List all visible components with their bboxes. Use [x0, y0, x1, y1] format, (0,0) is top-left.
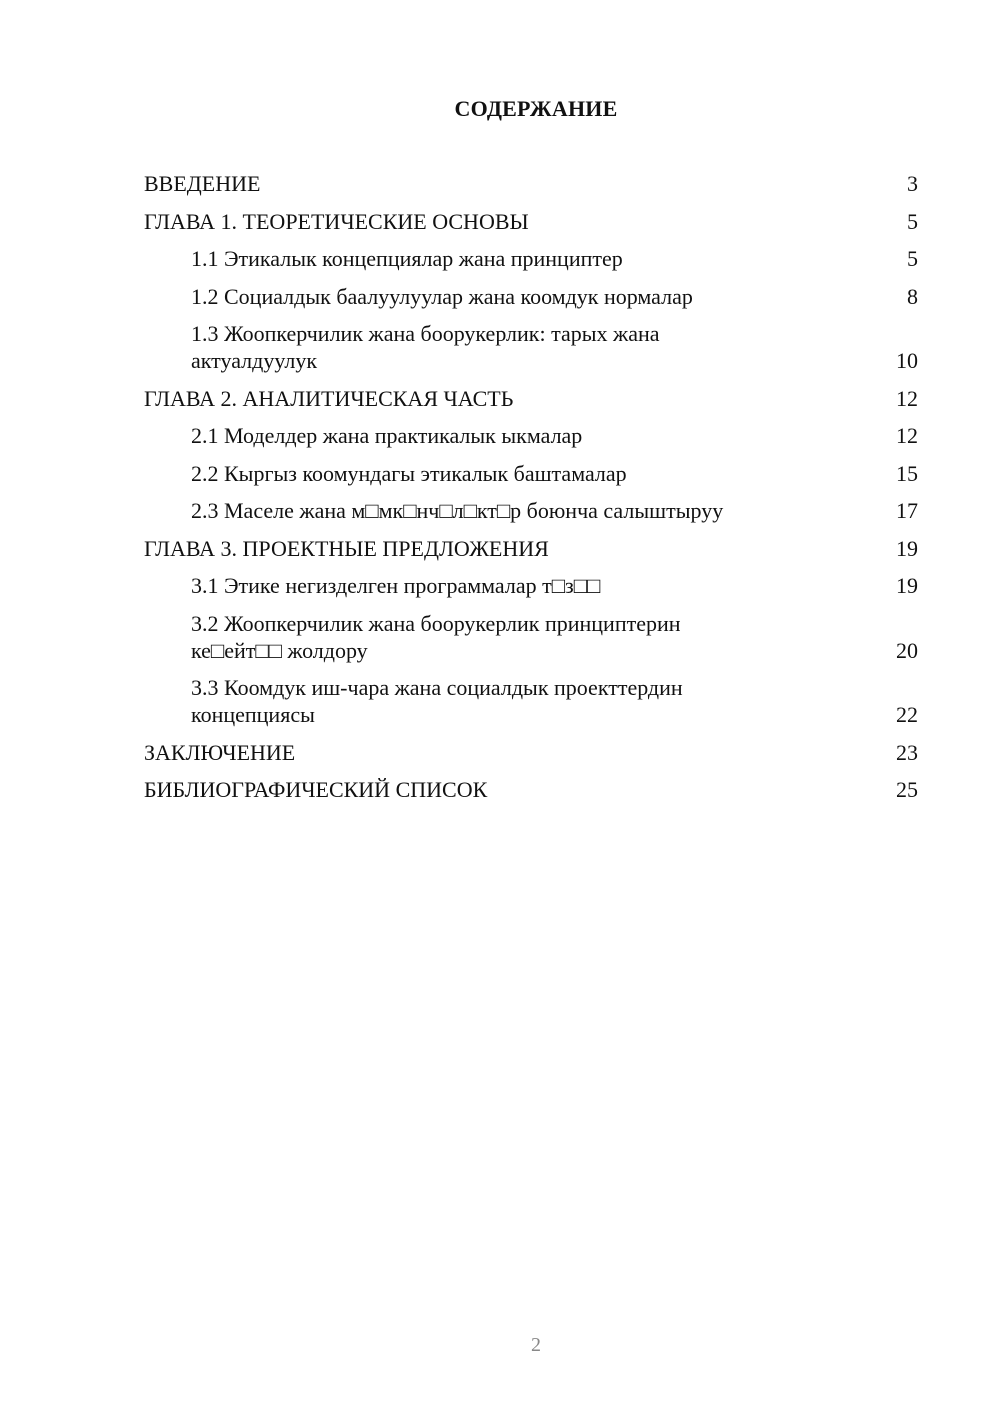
toc-entry-1-2 [144, 283, 918, 310]
toc-entry-page: 20 [896, 637, 918, 663]
toc-entry-2-2 [144, 460, 918, 487]
toc-entry-label: 2.3 Маселе жана м□мк□нч□л□кт□р боюнча салыштыруу [191, 498, 724, 523]
toc-entry-label: 3.3 Коомдук иш-чара жана социалдык проекттердин концепциясы [191, 675, 683, 727]
toc-entry-chapter-1 [144, 208, 918, 235]
toc-entry-page: 12 [896, 385, 918, 411]
toc-entry-label: 1.2 Социалдык баалуулуулар жана коомдук нормалар [191, 283, 693, 309]
toc-entry-label: ГЛАВА 3. ПРОЕКТНЫЕ ПРЕДЛОЖЕНИЯ [144, 535, 549, 561]
toc-title: СОДЕРЖАНИЕ [454, 96, 618, 121]
toc-entry-label: БИБЛИОГРАФИЧЕСКИЙ СПИСОК [144, 777, 488, 802]
toc-entry-label: 1.3 Жоопкерчилик жана боорукерлик: тарых жана актуалдуулук [191, 321, 660, 373]
toc-entry-page: 17 [896, 498, 918, 523]
toc-entry-page: 5 [907, 246, 918, 271]
toc-entry-chapter-3 [144, 535, 918, 562]
toc-entry-1-3 [144, 320, 918, 374]
toc-entry-label: 2.2 Кыргыз коомундагы этикалык баштамалар [191, 460, 627, 486]
toc-entry-page: 5 [907, 208, 918, 234]
toc-entry-3-1 [144, 572, 918, 599]
toc-entry-conclusion [144, 739, 918, 766]
toc-entry-label: 1.1 Этикалык концепциялар жана принциптер [191, 246, 623, 271]
toc-entry-label: 3.1 Этике негизделген программалар т□з□□ [191, 573, 601, 598]
toc-entry-page: 25 [896, 777, 918, 802]
toc-entry-label: ВВЕДЕНИЕ [144, 171, 261, 196]
toc-entry-page: 19 [896, 573, 918, 598]
table-of-contents [144, 170, 918, 814]
toc-entry-label: ЗАКЛЮЧЕНИЕ [144, 739, 296, 765]
page-number: 2 [531, 1334, 541, 1356]
toc-entry-page: 23 [896, 739, 918, 765]
toc-entry-2-3 [144, 497, 918, 524]
toc-entry-page: 22 [896, 702, 918, 727]
toc-entry-label: 2.1 Моделдер жана практикалык ыкмалар [191, 423, 583, 448]
toc-entry-page: 10 [896, 348, 918, 373]
toc-entry-page: 12 [896, 423, 918, 448]
toc-entry-page: 15 [896, 460, 918, 486]
toc-entry-page: 19 [896, 535, 918, 561]
toc-entry-label: 3.2 Жоопкерчилик жана боорукерлик принциптерин ке□ейт□□ жолдору [191, 610, 681, 663]
toc-entry-page: 8 [907, 283, 918, 309]
toc-entry-introduction [144, 170, 918, 197]
toc-entry-bibliography [144, 776, 918, 803]
toc-entry-3-2 [144, 610, 918, 664]
toc-entry-2-1 [144, 422, 918, 449]
toc-entry-1-1 [144, 245, 918, 272]
toc-entry-chapter-2 [144, 385, 918, 412]
toc-entry-label: ГЛАВА 1. ТЕОРЕТИЧЕСКИЕ ОСНОВЫ [144, 208, 529, 234]
toc-entry-page: 3 [907, 171, 918, 196]
toc-entry-label: ГЛАВА 2. АНАЛИТИЧЕСКАЯ ЧАСТЬ [144, 385, 514, 411]
toc-entry-3-3 [144, 674, 918, 728]
